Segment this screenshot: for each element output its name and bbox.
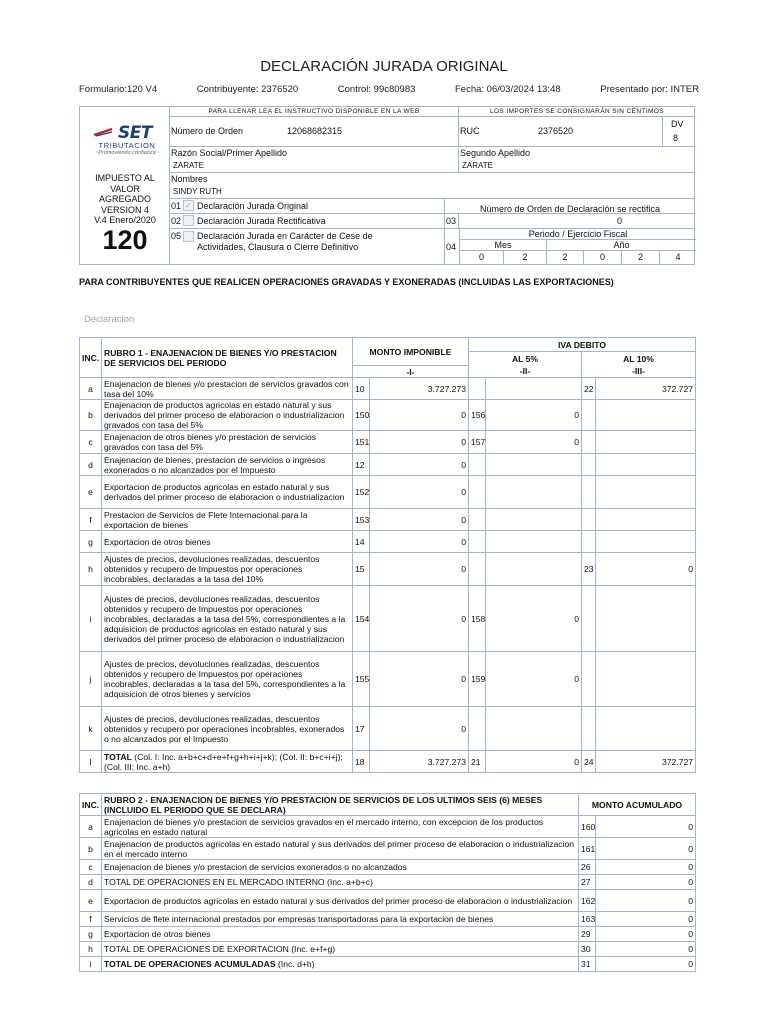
dv-cell: [662, 117, 695, 147]
al5-value: 0: [486, 400, 582, 431]
row-description: TOTAL DE OPERACIONES EN EL MERCADO INTERNO (Inc. a+b+c): [102, 875, 579, 890]
rubro1-title: RUBRO 1 - ENAJENACION DE BIENES Y/O PRESTACION DE SERVICIOS DEL PERIODO: [102, 338, 353, 378]
logo-sub: TRIBUTACION: [98, 141, 156, 150]
row-inc: k: [80, 707, 102, 751]
option-02-label: Declaración Jurada Rectificativa: [197, 216, 326, 226]
acumulado-code: 161: [579, 838, 596, 860]
total-formula: (Inc. d+h): [275, 959, 315, 969]
row-inc: c: [80, 431, 102, 454]
row-inc: a: [80, 378, 102, 400]
monto-code: 153: [353, 509, 370, 531]
al5-code: 157: [469, 431, 486, 454]
table-row: [80, 378, 696, 400]
row-inc: g: [80, 927, 102, 942]
impuesto-line: AGREGADO: [98, 194, 151, 204]
al5-value: [486, 454, 582, 476]
row-description: Enajenacion de bienes y/o prestacion de servicios gravados en el mercado interno, con excepcion de los productos agricolas en estado natural: [102, 816, 579, 838]
page-title: DECLARACIÓN JURADA ORIGINAL: [260, 58, 508, 75]
table-row: [80, 838, 696, 860]
acumulado-code: 30: [579, 942, 596, 957]
segundo-apellido-cell: [458, 147, 695, 173]
monto-code: 14: [353, 531, 370, 553]
al5-code: [469, 553, 486, 586]
instructions-right: LOS IMPORTES SE CONSIGNARÁN SIN CÉNTIMOS: [458, 107, 695, 117]
al10-code: [582, 476, 596, 509]
al10-code: [582, 431, 596, 454]
monto-code: 12: [353, 454, 370, 476]
total-label: TOTAL DE OPERACIONES ACUMULADAS: [104, 959, 276, 969]
rect-code: 03: [446, 216, 457, 226]
al5-value: 0: [486, 431, 582, 454]
al5-code: [469, 454, 486, 476]
al10-code: [582, 454, 596, 476]
monto-value: 0: [370, 431, 469, 454]
acumulado-code: 26: [579, 860, 596, 875]
monto-value: 3.727.273: [370, 751, 469, 773]
dv-label: DV: [671, 119, 684, 129]
table-row: [80, 509, 696, 531]
option-02-code: 02: [171, 216, 182, 226]
table-row: [80, 553, 696, 586]
al10-value: [596, 476, 696, 509]
row-inc: g: [80, 531, 102, 553]
row-inc: h: [80, 553, 102, 586]
rubro2-inc-header: INC.: [80, 794, 102, 816]
monto-value: 0: [370, 531, 469, 553]
option-05-label: [197, 231, 373, 253]
monto-value: 0: [370, 652, 469, 707]
monto-code: 150: [353, 400, 370, 431]
periodo-digit: 0: [478, 252, 484, 262]
table-row: [80, 476, 696, 509]
acumulado-value: 0: [596, 875, 696, 890]
al10-value: [596, 531, 696, 553]
row-description: Ajustes de precios, devoluciones realizadas, descuentos obtenidos y recupero de Impuestos por operaciones incobrables, declaradas a la tasa del 5%, correspondientes a la adquisicion de productos agricolas en estado natural y sus derivados del primer proceso de elaboracion o industrializacion: [102, 586, 353, 652]
option-02-checkbox[interactable]: [183, 215, 194, 226]
al10-header: AL 10%: [582, 352, 696, 366]
segundo-apellido-label: Segundo Apellido: [460, 148, 531, 158]
total-row: [80, 751, 696, 773]
rect-divider: [458, 214, 459, 229]
mes-label: Mes: [460, 240, 546, 251]
row-inc: e: [80, 890, 102, 912]
monto-value: 0: [370, 707, 469, 751]
option-02-row[interactable]: [170, 214, 444, 229]
rect-value: 0: [617, 216, 623, 226]
row-description: Prestacion de Servicios de Flete Internacional para la exportacion de bienes: [102, 509, 353, 531]
impuesto-line: VERSION 4: [100, 204, 149, 215]
table-row: [80, 816, 696, 838]
numero-orden-cell: [170, 117, 458, 147]
control-info: Control: 99c80983: [337, 84, 416, 95]
al5-value: [486, 531, 582, 553]
row-inc: l: [80, 751, 102, 773]
ruc-label: RUC: [460, 126, 480, 136]
row-description: [102, 957, 579, 972]
row-description: Ajustes de precios, devoluciones realizadas, descuentos obtenidos y recupero de Impuestos por operaciones incobrables, declaradas a la tasa del 10%: [102, 553, 353, 586]
al5-value: [486, 378, 582, 400]
option-01-checkbox[interactable]: ✓: [183, 200, 194, 211]
monto-value: 0: [370, 400, 469, 431]
row-inc: b: [80, 400, 102, 431]
row-description: Exportacion de productos agricolas en estado natural y sus derivados del primer proceso de elaboracion o industrializacion: [102, 890, 579, 912]
acumulado-value: 0: [596, 912, 696, 927]
form-number: 120: [102, 225, 148, 255]
table-row: [80, 400, 696, 431]
monto-code: 151: [353, 431, 370, 454]
option-01-label: Declaración Jurada Original: [197, 201, 309, 211]
row-description: Enajenacion de productos agricolas en estado natural y sus derivados del primer proceso de elaboracion o industrializacion gravados con tasa del 5%: [102, 400, 353, 431]
al10-value: [596, 400, 696, 431]
monto-value: 0: [370, 454, 469, 476]
iva-debito-header: IVA DEBITO: [469, 338, 696, 352]
row-description: Servicios de flete internacional prestados por empresas transportadoras para la exportacion de bienes: [102, 912, 579, 927]
periodo-digit: 2: [546, 251, 583, 264]
al5-code: [469, 509, 486, 531]
al5-value: 0: [486, 751, 582, 773]
acumulado-value: 0: [596, 890, 696, 912]
rubro1-inc-header: INC.: [80, 338, 102, 378]
table-row: [80, 927, 696, 942]
option-05-label-line: Actividades, Clausura o Cierre Definitivo: [197, 242, 359, 252]
row-inc: b: [80, 838, 102, 860]
al10-code: [582, 531, 596, 553]
total-formula: (Col. I: Inc. a+b+c+d+e+f+g+h+i+j+k); (Col. II: b+c+i+j); (Col. III: Inc. a+h): [104, 751, 343, 772]
al10-value: 372.727: [596, 751, 696, 773]
monto-code: 10: [353, 378, 370, 400]
al5-col-header: -II-: [469, 366, 582, 378]
razon-social-cell: [170, 147, 458, 173]
al10-value: [596, 431, 696, 454]
row-inc: f: [80, 509, 102, 531]
acumulado-code: 31: [579, 957, 596, 972]
row-inc: j: [80, 652, 102, 707]
al10-value: [596, 652, 696, 707]
form-meta: [79, 84, 699, 95]
option-05-label-line: Declaración Jurada en Carácter de Cese de: [197, 231, 373, 241]
razon-social-value: ZARATE: [173, 161, 204, 170]
logo-column: [80, 107, 170, 264]
acumulado-code: 27: [579, 875, 596, 890]
row-inc: e: [80, 476, 102, 509]
al10-value: [596, 509, 696, 531]
nombres-value: SINDY RUTH: [173, 187, 222, 196]
periodo-cell: [459, 229, 695, 264]
acumulado-code: 163: [579, 912, 596, 927]
fecha-info: Fecha: 06/03/2024 13:48: [455, 84, 561, 95]
segundo-apellido-value: ZARATE: [462, 161, 493, 170]
logo-tagline: ~Promoviendo confianza~: [95, 150, 159, 156]
row-inc: d: [80, 454, 102, 476]
table-row: [80, 454, 696, 476]
table-row: [80, 875, 696, 890]
periodo-digit: 2: [621, 251, 659, 264]
monto-code: 155: [353, 652, 370, 707]
al5-value: [486, 509, 582, 531]
monto-value: 0: [370, 586, 469, 652]
periodo-digit: 2: [503, 251, 546, 264]
row-description: Exportacion de otros bienes: [102, 927, 579, 942]
al10-col-header: -III-: [582, 366, 696, 378]
table-row: [80, 942, 696, 957]
periodo-code-cell: [444, 229, 459, 264]
row-description: Enajenacion de bienes y/o prestacion de servicios gravados con tasa del 10%: [102, 378, 353, 400]
total-label: TOTAL: [104, 751, 132, 762]
impuesto-info: [80, 173, 170, 226]
rubro1-table: [79, 337, 696, 773]
monto-code: 15: [353, 553, 370, 586]
logo-swoosh-icon: [92, 127, 114, 137]
al5-code: [469, 476, 486, 509]
al10-code: [582, 652, 596, 707]
al5-code: 158: [469, 586, 486, 652]
impuesto-line: V.4 Enero/2020: [94, 215, 156, 225]
declaracion-tab[interactable]: Declaracion: [84, 314, 135, 325]
dv-value: 8: [673, 133, 679, 143]
al10-code: [582, 400, 596, 431]
al5-header: AL 5%: [469, 352, 582, 366]
ruc-cell: [458, 117, 662, 147]
acumulado-code: 29: [579, 927, 596, 942]
numero-orden-label: Número de Orden: [171, 126, 244, 136]
al5-value: [486, 707, 582, 751]
al5-code: [469, 531, 486, 553]
periodo-label: Periodo / Ejercicio Fiscal: [460, 229, 696, 240]
al10-code: [582, 509, 596, 531]
al10-code: 24: [582, 751, 596, 773]
rubro2-title: RUBRO 2 - ENAJENACION DE BIENES Y/O PRESTACION DE SERVICIOS DE LOS ULTIMOS SEIS (6) MESES (INCLUIDO EL PERIODO QUE SE DECLARA): [102, 794, 579, 816]
monto-value: 3.727.273: [370, 378, 469, 400]
formulario-info: Formulario:120 V4: [79, 84, 158, 95]
al5-value: [486, 553, 582, 586]
option-05-code: 05: [171, 231, 182, 241]
table-row: [80, 431, 696, 454]
presentado-info: Presentado por: INTER: [600, 84, 699, 95]
numero-orden-value: 12068682315: [287, 126, 343, 136]
row-description: Enajenacion de productos agricolas en estado natural y sus derivados del primer proceso de elaboracion o industrializacion en el mercado interno: [102, 838, 579, 860]
table-row: [80, 860, 696, 875]
table-row: [80, 531, 696, 553]
al10-value: 0: [596, 553, 696, 586]
al5-code: 21: [469, 751, 486, 773]
al5-code: [469, 707, 486, 751]
al10-code: [582, 586, 596, 652]
row-inc: f: [80, 912, 102, 927]
periodo-code: 04: [446, 242, 457, 252]
monto-code: 17: [353, 707, 370, 751]
row-inc: h: [80, 942, 102, 957]
al10-value: [596, 707, 696, 751]
periodo-digit: 4: [659, 251, 696, 264]
monto-code: 154: [353, 586, 370, 652]
monto-col-header: -I-: [353, 366, 469, 378]
section-subtitle: PARA CONTRIBUYENTES QUE REALICEN OPERACIONES GRAVADAS Y EXONERADAS (INCLUIDAS LAS EXPORTACIONES): [79, 277, 614, 287]
option-05-checkbox[interactable]: [183, 231, 194, 242]
nombres-cell: [170, 173, 695, 199]
al10-value: 372.727: [596, 378, 696, 400]
al5-code: [469, 378, 486, 400]
monto-value: 0: [370, 553, 469, 586]
row-description: Exportacion de otros bienes: [102, 531, 353, 553]
acumulado-value: 0: [596, 816, 696, 838]
table-row: [80, 957, 696, 972]
row-description: TOTAL DE OPERACIONES DE EXPORTACION (Inc. e+f+g): [102, 942, 579, 957]
acumulado-value: 0: [596, 942, 696, 957]
set-logo: [92, 123, 162, 156]
option-01-row[interactable]: [170, 199, 444, 214]
impuesto-line: VALOR: [110, 183, 140, 194]
al5-value: [486, 476, 582, 509]
contribuyente-info: Contribuyente: 2376520: [196, 84, 299, 95]
table-row: [80, 586, 696, 652]
option-05-row[interactable]: [170, 229, 444, 264]
table-row: [80, 890, 696, 912]
acumulado-value: 0: [596, 838, 696, 860]
row-description: Ajustes de precios, devoluciones realizadas, descuentos obtenidos y recupero de Impuestos por operaciones incobrables, declaradas a la tasa del 5%, correspondientes a la adquisicion de otros bienes y servicios: [102, 652, 353, 707]
al5-value: 0: [486, 652, 582, 707]
logo-text: SET: [118, 123, 152, 143]
al10-value: [596, 586, 696, 652]
monto-imponible-header: MONTO IMPONIBLE: [353, 338, 469, 366]
form-header: [79, 106, 695, 265]
monto-value: 0: [370, 476, 469, 509]
razon-social-label: Razón Social/Primer Apellido: [171, 148, 288, 158]
ruc-value: 2376520: [538, 126, 574, 136]
instructions-left: PARA LLENAR LEA EL INSTRUCTIVO DISPONIBLE EN LA WEB: [170, 107, 458, 117]
al10-code: 23: [582, 553, 596, 586]
table-row: [80, 652, 696, 707]
anio-label: Año: [546, 240, 696, 251]
al5-value: 0: [486, 586, 582, 652]
al10-code: 22: [582, 378, 596, 400]
option-01-code: 01: [171, 201, 182, 211]
al10-code: [582, 707, 596, 751]
monto-code: 152: [353, 476, 370, 509]
row-inc: a: [80, 816, 102, 838]
row-description: [102, 751, 353, 773]
table-row: [80, 912, 696, 927]
acumulado-value: 0: [596, 927, 696, 942]
row-description: Enajenacion de otros bienes y/o prestacion de servicios gravados con tasa del 5%: [102, 431, 353, 454]
row-inc: d: [80, 875, 102, 890]
impuesto-line: IMPUESTO AL: [95, 173, 155, 183]
al10-value: [596, 454, 696, 476]
acumulado-value: 0: [596, 860, 696, 875]
monto-acumulado-header: MONTO ACUMULADO: [579, 794, 696, 816]
row-inc: i: [80, 586, 102, 652]
acumulado-code: 160: [579, 816, 596, 838]
row-description: Exportacion de productos agricolas en estado natural y sus derivados del primer proceso de elaboracion o industrializacion: [102, 476, 353, 509]
rubro2-table: [79, 793, 696, 972]
row-description: Ajustes de precios, devoluciones realizadas, descuentos obtenidos y recupero por operaciones incobrables, exonerados o no alcanzados por el Impuesto: [102, 707, 353, 751]
acumulado-code: 162: [579, 890, 596, 912]
al5-code: 156: [469, 400, 486, 431]
rect-value-cell: [444, 214, 695, 229]
al5-code: 159: [469, 652, 486, 707]
row-inc: c: [80, 860, 102, 875]
monto-code: 18: [353, 751, 370, 773]
monto-value: 0: [370, 509, 469, 531]
table-row: [80, 707, 696, 751]
row-inc: i: [80, 957, 102, 972]
row-description: Enajenacion de bienes, prestacion de servicios o ingresos exonerados o no alcanzados por el Impuesto: [102, 454, 353, 476]
periodo-digit: 0: [583, 251, 621, 264]
nombres-label: Nombres: [171, 174, 208, 184]
row-description: Enajenacion de bienes y/o prestacion de servicios exonerados o no alcanzados: [102, 860, 579, 875]
acumulado-value: 0: [596, 957, 696, 972]
rect-label: Número de Orden de Declaración se rectifica: [479, 204, 661, 214]
rect-label-cell: [444, 199, 695, 214]
